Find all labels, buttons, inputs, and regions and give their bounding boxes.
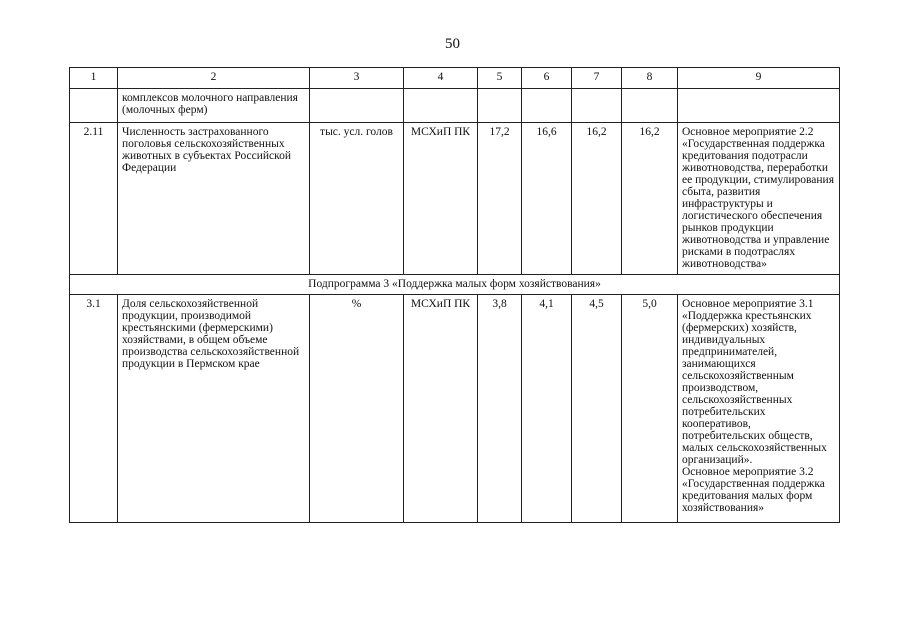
header-col-9: 9: [678, 68, 840, 89]
header-col-3: 3: [310, 68, 404, 89]
executor-cell: МСХиП ПК: [404, 295, 478, 523]
cell-empty: [622, 89, 678, 123]
header-col-2: 2: [118, 68, 310, 89]
measure-text-2: Основное мероприятие 3.2 «Государственная поддержка кредитования малых форм хозяйствования»: [682, 466, 825, 514]
cell-empty: [70, 89, 118, 123]
value-cell: 5,0: [622, 295, 678, 523]
value-cell: 4,5: [572, 295, 622, 523]
measure-text: Основное мероприятие 3.1 «Поддержка крестьянских (фермерских) хозяйств, индивидуальных предпринимателей, занимающихся сельскохозяйственным производством, сельскохозяйственных потребительских кооперативов, потребительских обществ, малых сельскохозяйственных организаций».: [682, 298, 827, 466]
cell-empty: [572, 89, 622, 123]
subprogram-row: [70, 275, 840, 295]
unit-cell: %: [310, 295, 404, 523]
header-row: [70, 68, 840, 89]
header-col-1: 1: [70, 68, 118, 89]
cell-empty: [310, 89, 404, 123]
header-col-7: 7: [572, 68, 622, 89]
value-cell: 17,2: [478, 123, 522, 275]
indicators-table: [69, 67, 840, 523]
cell-empty: [404, 89, 478, 123]
table-row: [70, 123, 840, 275]
row-number: 3.1: [70, 295, 118, 523]
header-col-8: 8: [622, 68, 678, 89]
table-row: [70, 295, 840, 523]
subprogram-title: Подпрограмма 3 «Поддержка малых форм хозяйствования»: [70, 275, 840, 295]
unit-cell: тыс. усл. голов: [310, 123, 404, 275]
value-cell: 16,2: [572, 123, 622, 275]
cell-empty: [678, 89, 840, 123]
cell-empty: [478, 89, 522, 123]
indicator-cell: комплексов молочного направления (молочных ферм): [118, 89, 310, 123]
executor-cell: МСХиП ПК: [404, 123, 478, 275]
header-col-5: 5: [478, 68, 522, 89]
measure-cell: Основное мероприятие 2.2 «Государственная поддержка кредитования подотрасли животноводства, переработки ее продукции, стимулирования сбыта, развития инфраструктуры и логистического обеспечения рынков продукции животноводства и управление рисками в подотраслях животноводства»: [678, 123, 840, 275]
indicator-cell: Доля сельскохозяйственной продукции, производимой крестьянскими (фермерскими) хозяйствами, в общем объеме производства сельскохозяйственной продукции в Пермском крае: [118, 295, 310, 523]
page-number: 50: [445, 36, 460, 52]
header-col-4: 4: [404, 68, 478, 89]
measure-cell: [678, 295, 840, 523]
row-number: 2.11: [70, 123, 118, 275]
header-col-6: 6: [522, 68, 572, 89]
cell-empty: [522, 89, 572, 123]
indicator-cell: Численность застрахованного поголовья сельскохозяйственных животных в субъектах Российской Федерации: [118, 123, 310, 275]
value-cell: 16,2: [622, 123, 678, 275]
value-cell: 3,8: [478, 295, 522, 523]
value-cell: 16,6: [522, 123, 572, 275]
value-cell: 4,1: [522, 295, 572, 523]
continuation-row: [70, 89, 840, 123]
